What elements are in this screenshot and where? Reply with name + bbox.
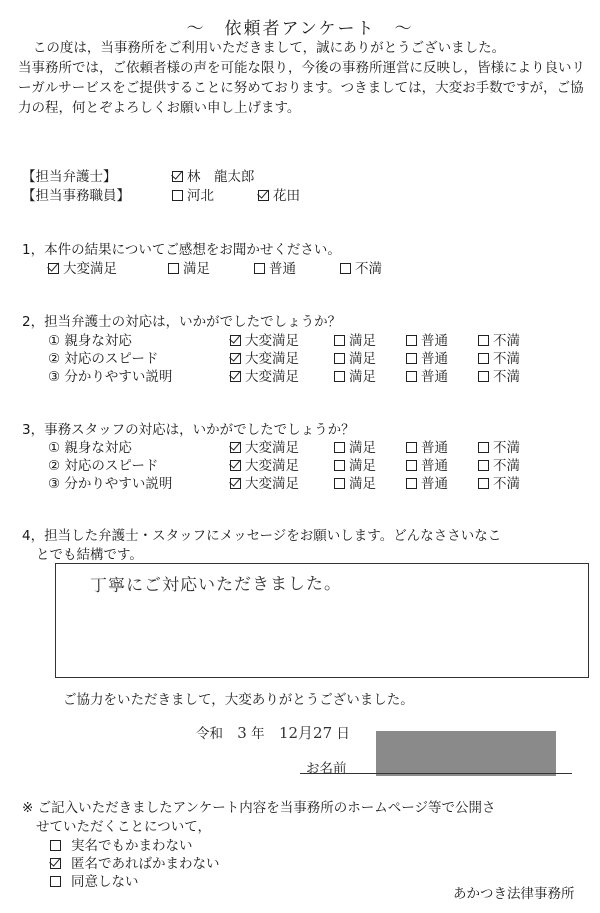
q3-rating-option[interactable] bbox=[230, 436, 299, 456]
q3-rating-option[interactable] bbox=[230, 472, 299, 492]
option-label: 満足 bbox=[349, 476, 376, 492]
publication-option-anonymous[interactable] bbox=[50, 852, 220, 872]
checkbox-icon[interactable] bbox=[334, 478, 345, 489]
q2-question: 2，担当弁護士の対応は，いかがでしたでしょうか？ bbox=[22, 314, 342, 330]
q1-question: 1，本件の結果についてご感想をお聞かせください。 bbox=[22, 242, 341, 258]
redacted-name bbox=[376, 731, 556, 776]
q2-rating-option[interactable] bbox=[334, 329, 376, 349]
lawyer-label: 【担当弁護士】 bbox=[22, 169, 117, 185]
q2-rating-option[interactable] bbox=[406, 365, 448, 385]
option-label: 同意しない bbox=[71, 874, 139, 890]
checkbox-icon[interactable] bbox=[254, 263, 265, 274]
q2-rating-option[interactable] bbox=[478, 347, 520, 367]
intro-paragraph-2: 当事務所では，ご依頼者様の声を可能な限り，今後の事務所運営に反映し，皆様により良いリーガルサービスをご提供することに努めております。つきましては，大変お手数ですが，ご協力の程，何とぞよろしくお願い申し上げます。 bbox=[18, 60, 585, 116]
date-year: 3 bbox=[237, 724, 247, 742]
publication-note-line-1: ※ ご記入いただきましたアンケート内容を当事務所のホームページ等で公開さ bbox=[22, 800, 496, 816]
option-label: 普通 bbox=[421, 351, 448, 367]
lawyer-name-row bbox=[172, 165, 255, 185]
checkbox-icon[interactable] bbox=[478, 335, 489, 346]
checkbox-icon[interactable] bbox=[172, 171, 183, 182]
q3-item-label: ① 親身な対応 bbox=[48, 440, 132, 456]
survey-title: 〜 依頼者アンケート 〜 bbox=[186, 19, 414, 39]
option-label: 大変満足 bbox=[245, 369, 299, 385]
option-label: 満足 bbox=[349, 369, 376, 385]
option-label: 花田 bbox=[273, 188, 300, 204]
checkbox-icon[interactable] bbox=[258, 190, 269, 201]
checkbox-icon[interactable] bbox=[50, 858, 61, 869]
date-era: 令和 bbox=[196, 726, 223, 742]
option-label: 普通 bbox=[421, 458, 448, 474]
q3-item-label: ② 対応のスピード bbox=[48, 458, 159, 474]
option-label: 不満 bbox=[355, 261, 382, 277]
checkbox-icon[interactable] bbox=[334, 371, 345, 382]
checkbox-icon[interactable] bbox=[50, 840, 61, 851]
clerk-option-hanada[interactable] bbox=[258, 184, 300, 204]
option-label: 不満 bbox=[493, 351, 520, 367]
checkbox-icon[interactable] bbox=[406, 460, 417, 471]
option-label: 普通 bbox=[421, 333, 448, 349]
option-label: 実名でもかまわない bbox=[71, 838, 193, 854]
option-label: 満足 bbox=[349, 458, 376, 474]
checkbox-icon[interactable] bbox=[334, 335, 345, 346]
option-label: 河北 bbox=[187, 188, 214, 204]
option-label: 大変満足 bbox=[245, 351, 299, 367]
thanks-text: ご協力をいただきまして，大変ありがとうございました。 bbox=[63, 692, 414, 708]
name-label: お名前 bbox=[306, 761, 347, 777]
publication-option-real-name[interactable] bbox=[50, 834, 193, 854]
date-month-day: 12月27 bbox=[278, 724, 333, 742]
date-year-suffix: 年 bbox=[251, 726, 265, 742]
clerk-label: 【担当事務職員】 bbox=[22, 188, 130, 204]
checkbox-icon[interactable] bbox=[340, 263, 351, 274]
checkbox-icon[interactable] bbox=[406, 442, 417, 453]
publication-note-line-2: せていただくことについて， bbox=[36, 819, 211, 835]
checkbox-icon[interactable] bbox=[168, 263, 179, 274]
q4-question-line-2: とでも結構です。 bbox=[36, 547, 143, 563]
date-row bbox=[196, 722, 350, 743]
option-label: 不満 bbox=[493, 458, 520, 474]
checkbox-icon[interactable] bbox=[230, 478, 241, 489]
intro-text bbox=[18, 38, 588, 118]
checkbox-icon[interactable] bbox=[48, 263, 59, 274]
option-label: 匿名であればかまわない bbox=[71, 856, 220, 872]
checkbox-icon[interactable] bbox=[230, 371, 241, 382]
option-label: 不満 bbox=[493, 476, 520, 492]
checkbox-icon[interactable] bbox=[230, 353, 241, 364]
lawyer-name: 林 龍太郎 bbox=[187, 169, 255, 185]
checkbox-icon[interactable] bbox=[50, 876, 61, 887]
q2-rating-option[interactable] bbox=[406, 347, 448, 367]
checkbox-icon[interactable] bbox=[406, 371, 417, 382]
q3-rating-option[interactable] bbox=[406, 436, 448, 456]
q2-rating-option[interactable] bbox=[406, 329, 448, 349]
q1-option-neutral[interactable] bbox=[254, 257, 296, 277]
clerk-option-kawakita[interactable] bbox=[172, 184, 214, 204]
checkbox-icon[interactable] bbox=[478, 460, 489, 471]
option-label: 大変満足 bbox=[245, 476, 299, 492]
date-day-suffix: 日 bbox=[336, 726, 350, 742]
q3-rating-option[interactable] bbox=[478, 454, 520, 474]
option-label: 満足 bbox=[183, 261, 210, 277]
option-label: 不満 bbox=[493, 440, 520, 456]
q2-rating-option[interactable] bbox=[230, 365, 299, 385]
q3-rating-option[interactable] bbox=[478, 436, 520, 456]
option-label: 大変満足 bbox=[245, 333, 299, 349]
option-label: 満足 bbox=[349, 351, 376, 367]
q2-rating-option[interactable] bbox=[230, 347, 299, 367]
checkbox-icon[interactable] bbox=[478, 353, 489, 364]
checkbox-icon[interactable] bbox=[478, 478, 489, 489]
option-label: 大変満足 bbox=[245, 440, 299, 456]
intro-paragraph-1: この度は，当事務所をご利用いただきまして，誠にありがとうございました。 bbox=[32, 40, 506, 56]
q2-rating-option[interactable] bbox=[478, 365, 520, 385]
checkbox-icon[interactable] bbox=[334, 442, 345, 453]
option-label: 普通 bbox=[421, 369, 448, 385]
option-label: 大変満足 bbox=[245, 458, 299, 474]
q2-rating-option[interactable] bbox=[334, 365, 376, 385]
q2-item-label: ② 対応のスピード bbox=[48, 351, 159, 367]
checkbox-icon[interactable] bbox=[230, 460, 241, 471]
q1-option-dissatisfied[interactable] bbox=[340, 257, 382, 277]
checkbox-icon[interactable] bbox=[230, 335, 241, 346]
option-label: 普通 bbox=[421, 440, 448, 456]
checkbox-icon[interactable] bbox=[406, 478, 417, 489]
q3-rating-option[interactable] bbox=[406, 472, 448, 492]
checkbox-icon[interactable] bbox=[478, 442, 489, 453]
q2-item-label: ① 親身な対応 bbox=[48, 333, 132, 349]
q3-rating-option[interactable] bbox=[406, 454, 448, 474]
q2-item-label: ③ 分かりやすい説明 bbox=[48, 369, 173, 385]
option-label: 満足 bbox=[349, 333, 376, 349]
q1-option-very-satisfied[interactable] bbox=[48, 257, 117, 277]
firm-name: あかつき法律事務所 bbox=[453, 886, 575, 902]
q3-rating-option[interactable] bbox=[230, 454, 299, 474]
checkbox-icon[interactable] bbox=[334, 353, 345, 364]
name-underline bbox=[300, 773, 572, 774]
checkbox-icon[interactable] bbox=[406, 353, 417, 364]
publication-option-decline[interactable] bbox=[50, 870, 139, 890]
option-label: 普通 bbox=[269, 261, 296, 277]
checkbox-icon[interactable] bbox=[334, 460, 345, 471]
option-label: 大変満足 bbox=[63, 261, 117, 277]
checkbox-icon[interactable] bbox=[230, 442, 241, 453]
q1-option-satisfied[interactable] bbox=[168, 257, 210, 277]
option-label: 不満 bbox=[493, 333, 520, 349]
q3-rating-option[interactable] bbox=[334, 472, 376, 492]
q3-item-label: ③ 分かりやすい説明 bbox=[48, 476, 173, 492]
q3-rating-option[interactable] bbox=[334, 454, 376, 474]
q4-question-line-1: 4，担当した弁護士・スタッフにメッセージをお願いします。どんなささいなこ bbox=[22, 528, 502, 544]
checkbox-icon[interactable] bbox=[172, 190, 183, 201]
message-answer: 丁寧にご対応いただきました。 bbox=[89, 573, 343, 597]
q3-question: 3，事務スタッフの対応は，いかがでしたでしょうか？ bbox=[22, 422, 355, 438]
q3-rating-option[interactable] bbox=[334, 436, 376, 456]
q2-rating-option[interactable] bbox=[230, 329, 299, 349]
option-label: 不満 bbox=[493, 369, 520, 385]
checkbox-icon[interactable] bbox=[478, 371, 489, 382]
q3-rating-option[interactable] bbox=[478, 472, 520, 492]
option-label: 普通 bbox=[421, 476, 448, 492]
q2-rating-option[interactable] bbox=[334, 347, 376, 367]
checkbox-icon[interactable] bbox=[406, 335, 417, 346]
option-label: 満足 bbox=[349, 440, 376, 456]
q2-rating-option[interactable] bbox=[478, 329, 520, 349]
